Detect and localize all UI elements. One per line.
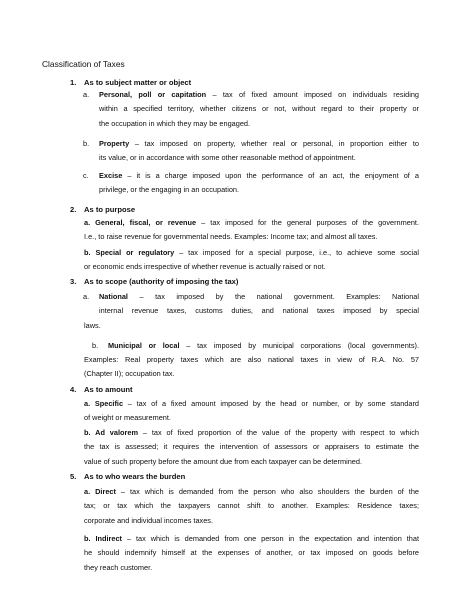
- list-item: b. Property – tax imposed on property, whether real or personal, in proportion either to its value, or in accordance with some other reasonable method of appointment.: [83, 139, 419, 163]
- list-item: a. General, fiscal, or revenue – tax imposed for the general purposes of the government. I.e., to raise revenue for governmental needs. Examples: Income tax; and almost all taxes.: [84, 218, 419, 242]
- section-number: 1.: [70, 78, 77, 87]
- list-item: a. Direct – tax which is demanded from the person who also shoulders the burden of the tax; or tax which the taxpayers cannot shift to another. Examples: Residence taxes; corporate and individual incomes taxes.: [84, 487, 419, 525]
- item-term: b. Ad valorem: [84, 428, 138, 437]
- item-term: b. Indirect: [84, 534, 122, 543]
- item-term: Property: [99, 139, 130, 148]
- list-item: b. Municipal or local – tax imposed by municipal corporations (local governments).: [92, 341, 420, 350]
- list-item: a. Personal, poll or capitation – tax of fixed amount imposed on individuals residing within a specified territory, whether citizens or not, without regard to their property or the occupation in which they may be engaged.: [83, 90, 420, 128]
- list-item-continuation: laws.: [84, 321, 101, 330]
- list-item: b. Indirect – tax which is demanded from one person in the expectation and intention that he should indemnify himself at the expenses of another, or tax imposed on goods before they reach customer.: [84, 534, 419, 572]
- item-term: b. Special or regulatory: [84, 248, 175, 257]
- list-item: b. Ad valorem – tax of fixed proportion of the value of the property with respect to which the tax is assessed; it requires the intervention of assessors or appraisers to estimate the value of such property before the amount due from each taxpayer can be determined.: [84, 428, 419, 466]
- section-heading-text: As to subject matter or object: [84, 78, 192, 87]
- item-term: Municipal or local: [108, 341, 180, 350]
- item-term: a. General, fiscal, or revenue: [84, 218, 197, 227]
- item-term: Personal, poll or capitation: [99, 90, 207, 99]
- document-page: Classification of Taxes 1. As to subject matter or object a. Personal, poll or capitation – tax of fixed amount imposed on individuals residing within a specified territory, whether citizens or not, without regard to their property or the occupation in which they may be engaged. b. Property – tax imposed on property, whether real or personal, in proportion either to its value, or in accordance with some other reasonable method of appointment. c. Excise – it is a charge imposed upon the performance of an act, the enjoyment of a privilege, or the engaging in an occupation. 2. As to purpose a. General, fiscal, or revenue – tax imposed for the general purposes of the government. I.e., to raise revenue for governmental needs. Examples: Income tax; and almost all taxes. b. Special or regulatory – tax imposed for a special purpose, i.e., to achieve some social or economic ends irrespective of whether revenue is actually raised or not. 3. As to scope (authority of imposing the tax) a. National – tax imposed by the national government. Examples: National internal revenue taxes, customs duties, and national taxes imposed by special laws. b. Municipal or local – tax imposed by municipal corporations (local governments). Examples: Real property taxes which are also national taxes in view of R.A. No. 57 (Chapter II); occupation tax. 4. As to amount a. Specific – tax of a fixed amount imposed by the head or number, or by some standard of weight or measurement. b. Ad valorem – tax of fixed proportion of the value of the property with respect to which the tax is assessed; it requires the intervention of assessors or appraisers to estimate the value of such property before the amount due from each taxpayer can be determined. 5. As to who wears the burden a. Direct – tax which is demanded from the person who also shoulders the burden of the tax; or tax which the taxpayers cannot shift to another. Examples: Residence taxes; corporate and individual incomes taxes. b. Indirect – tax which is demanded from one person in the expectation and intention that he should indemnify himself at the expenses of another, or tax imposed on goods before they reach customer.: [0, 0, 474, 613]
- item-term: National: [99, 292, 128, 301]
- item-term: a. Direct: [84, 487, 116, 496]
- list-item: b. Special or regulatory – tax imposed for a special purpose, i.e., to achieve some social or economic ends irrespective of whether revenue is actually raised or not.: [84, 248, 419, 272]
- list-item: a. National – tax imposed by the national government. Examples: National internal revenue taxes, customs duties, and national taxes imposed by special: [83, 292, 419, 316]
- list-item-continuation: Examples: Real property taxes which are also national taxes in view of R.A. No. 57 (Chapter II); occupation tax.: [84, 355, 419, 379]
- list-item: c. Excise – it is a charge imposed upon the performance of an act, the enjoyment of a privilege, or the engaging in an occupation.: [83, 171, 419, 195]
- list-item: a. Specific – tax of a fixed amount imposed by the head or number, or by some standard of weight or measurement.: [84, 399, 420, 423]
- item-term: a. Specific: [84, 399, 124, 408]
- document-title: Classification of Taxes: [42, 59, 125, 69]
- item-term: Excise: [99, 171, 123, 180]
